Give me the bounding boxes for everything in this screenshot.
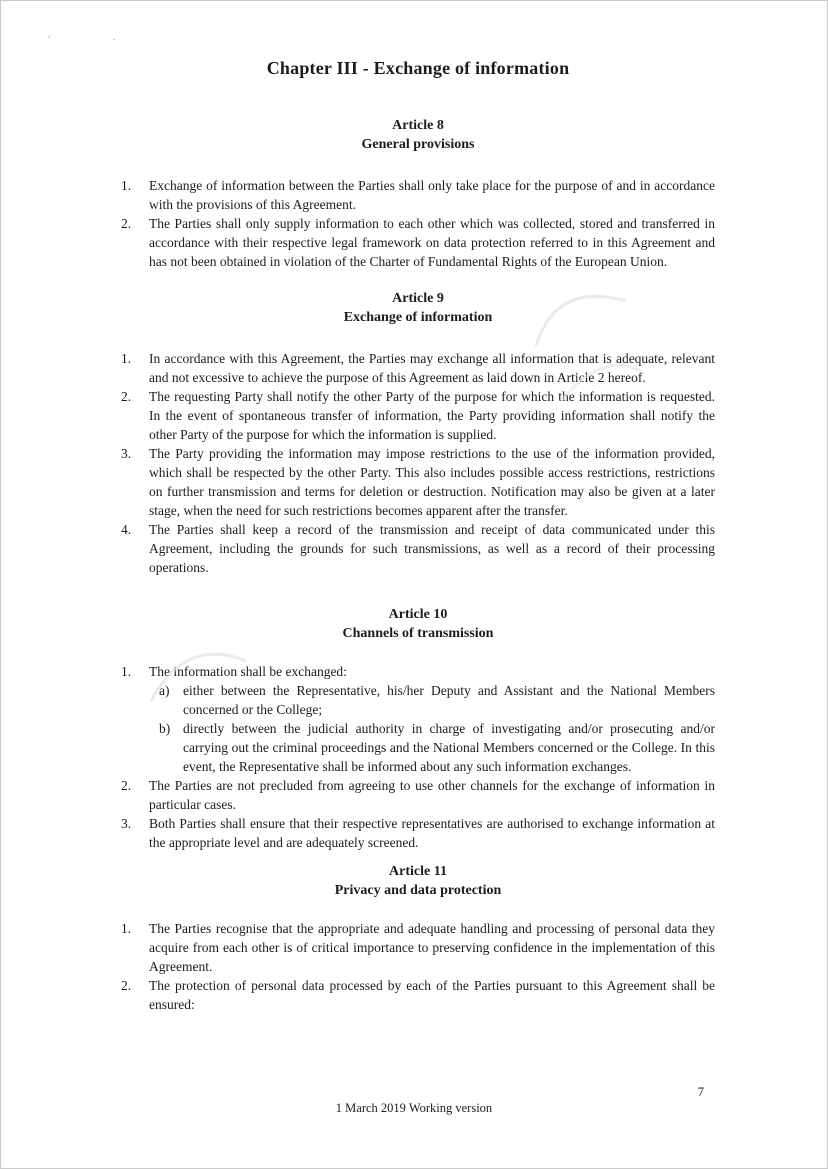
item-number: 2. (121, 778, 132, 793)
article-heading (121, 862, 715, 900)
list-item (121, 176, 715, 214)
list-item (121, 214, 715, 271)
article-title: Article 8 (392, 118, 444, 133)
list-item (121, 976, 715, 1014)
sub-list-item (159, 681, 715, 719)
chapter-title: Chapter III - Exchange of information (266, 58, 570, 78)
article-9-section (121, 289, 715, 577)
article-subtitle: Privacy and data protection (334, 883, 502, 898)
item-number: 1. (121, 921, 132, 936)
item-text: Exchange of information between the Parties shall only take place for the purpose of and in accordance with the provisions of this Agreement. (149, 178, 715, 212)
item-text: The requesting Party shall notify the other Party of the purpose for which the information is requested. In the event of spontaneous transfer of information, the Party providing information shall notify the other Party of the purpose for which the information is supplied. (149, 389, 715, 442)
item-number: 1. (121, 664, 132, 679)
list-item (121, 444, 715, 520)
article-11-section (121, 862, 715, 1014)
scan-artifact: , (48, 29, 51, 39)
article-list (121, 662, 715, 852)
article-list (121, 349, 715, 577)
article-list (121, 176, 715, 271)
item-number: 2. (121, 978, 132, 993)
item-text: The protection of personal data processed by each of the Parties pursuant to this Agreement shall be ensured: (149, 978, 715, 1012)
item-text: In accordance with this Agreement, the Parties may exchange all information that is adequate, relevant and not excessive to achieve the purpose of this Agreement as laid down in Article 2 hereof. (149, 351, 715, 385)
article-heading (121, 289, 715, 327)
list-item (121, 814, 715, 852)
article-title: Article 11 (389, 864, 447, 879)
item-text: The information shall be exchanged: (149, 664, 347, 679)
item-text: The Party providing the information may impose restrictions to the use of the information provided, which shall be respected by the other Party. This also includes possible access restrictions, restrictions on further transmission and terms for deletion or destruction. Notification may also be given at a later stage, when the need for such restrictions becomes apparent after the transfer. (149, 446, 715, 518)
item-number: 4. (121, 522, 132, 537)
item-text: The Parties are not precluded from agreeing to use other channels for the exchange of information in particular cases. (149, 778, 715, 812)
item-text: The Parties shall only supply information to each other which was collected, stored and transferred in accordance with their respective legal framework on data protection referred to in this Agreement and has not been obtained in violation of the Charter of Fundamental Rights of the European Union. (149, 216, 715, 269)
article-title: Article 9 (392, 291, 444, 306)
item-text: Both Parties shall ensure that their respective representatives are authorised to exchange information at the appropriate level and are adequately screened. (149, 816, 715, 850)
item-text: The Parties shall keep a record of the transmission and receipt of data communicated under this Agreement, including the grounds for such transmissions, as well as a record of their processing operations. (149, 522, 715, 575)
sub-item-text: directly between the judicial authority in charge of investigating and/or prosecuting and/or carrying out the criminal proceedings and the National Members concerned or the College. In this event, the Representative shall be informed about any such information exchanges. (183, 721, 715, 774)
footer-version-note: 1 March 2019 Working version (335, 1101, 493, 1115)
list-item (121, 349, 715, 387)
sub-item-letter: a) (159, 683, 170, 698)
item-number: 2. (121, 216, 132, 231)
sub-list-item (159, 719, 715, 776)
scan-artifact: . (113, 32, 116, 42)
item-number: 3. (121, 446, 132, 461)
item-content (149, 662, 715, 776)
list-item (121, 776, 715, 814)
article-heading (121, 116, 715, 154)
article-10-section (121, 605, 715, 852)
item-number: 1. (121, 178, 132, 193)
article-8-section (121, 116, 715, 271)
item-number: 2. (121, 389, 132, 404)
article-heading (121, 605, 715, 643)
list-item (121, 662, 715, 776)
sub-item-text: either between the Representative, his/her Deputy and Assistant and the National Members concerned or the College; (183, 683, 715, 717)
article-title: Article 10 (388, 607, 448, 622)
article-subtitle: Exchange of information (343, 310, 493, 325)
article-subtitle: Channels of transmission (342, 626, 494, 641)
item-text: The Parties recognise that the appropriate and adequate handling and processing of personal data they acquire from each other is of critical importance to preserving confidence in the implementation of this Agreement. (149, 921, 715, 974)
article-subtitle: General provisions (361, 137, 475, 152)
item-number: 1. (121, 351, 132, 366)
item-number: 3. (121, 816, 132, 831)
list-item (121, 520, 715, 577)
article-list (121, 919, 715, 1014)
list-item (121, 919, 715, 976)
list-item (121, 387, 715, 444)
page-number: 7 (697, 1085, 704, 1099)
sub-item-letter: b) (159, 721, 171, 736)
